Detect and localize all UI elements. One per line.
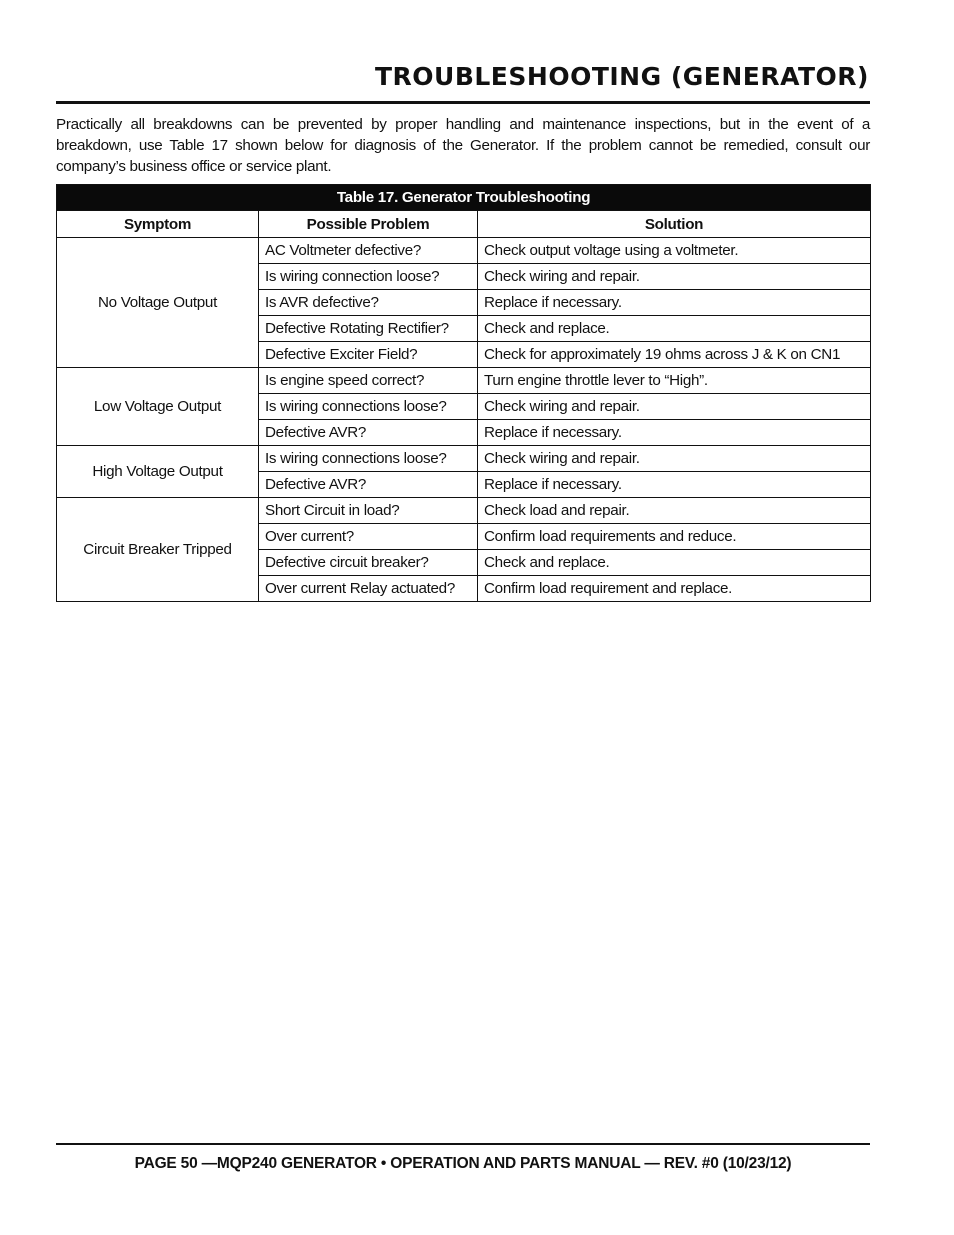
problem-cell: Defective AVR? bbox=[259, 472, 478, 498]
intro-paragraph: Practically all breakdowns can be prevented by proper handling and maintenance inspections, but in the event of a breakdown, use Table 17 shown below for diagnosis of the Generator. If the problem cannot be remedied, consult our company’s business office or service plant. bbox=[56, 116, 870, 175]
header-symptom: Symptom bbox=[57, 211, 259, 238]
solution-cell: Check for approximately 19 ohms across J & K on CN1 bbox=[478, 342, 871, 368]
solution-cell: Check wiring and repair. bbox=[478, 446, 871, 472]
solution-cell: Replace if necessary. bbox=[478, 290, 871, 316]
table-row bbox=[57, 368, 871, 394]
solution-cell: Confirm load requirements and reduce. bbox=[478, 524, 871, 550]
problem-cell: Short Circuit in load? bbox=[259, 498, 478, 524]
solution-cell: Replace if necessary. bbox=[478, 472, 871, 498]
solution-cell: Check load and repair. bbox=[478, 498, 871, 524]
problem-cell: Defective AVR? bbox=[259, 420, 478, 446]
solution-cell: Check and replace. bbox=[478, 316, 871, 342]
problem-cell: Defective Rotating Rectifier? bbox=[259, 316, 478, 342]
solution-cell: Check output voltage using a voltmeter. bbox=[478, 238, 871, 264]
table-row bbox=[57, 498, 871, 524]
page-title: TROUBLESHOOTING (GENERATOR) bbox=[374, 62, 869, 91]
problem-cell: Is AVR defective? bbox=[259, 290, 478, 316]
problem-cell: Over current Relay actuated? bbox=[259, 576, 478, 602]
problem-cell: AC Voltmeter defective? bbox=[259, 238, 478, 264]
table-row bbox=[57, 446, 871, 472]
solution-cell: Replace if necessary. bbox=[478, 420, 871, 446]
header-possible-problem: Possible Problem bbox=[259, 211, 478, 238]
table-caption: Table 17. Generator Troubleshooting bbox=[57, 185, 871, 211]
problem-cell: Defective circuit breaker? bbox=[259, 550, 478, 576]
symptom-cell: Circuit Breaker Tripped bbox=[57, 498, 259, 602]
page-footer: PAGE 50 —MQP240 GENERATOR • OPERATION AND PARTS MANUAL — REV. #0 (10/23/12) bbox=[134, 1155, 792, 1172]
symptom-cell: High Voltage Output bbox=[57, 446, 259, 498]
troubleshooting-table bbox=[56, 184, 871, 602]
solution-cell: Check wiring and repair. bbox=[478, 394, 871, 420]
problem-cell: Is wiring connections loose? bbox=[259, 446, 478, 472]
solution-cell: Check and replace. bbox=[478, 550, 871, 576]
solution-cell: Confirm load requirement and replace. bbox=[478, 576, 871, 602]
problem-cell: Defective Exciter Field? bbox=[259, 342, 478, 368]
problem-cell: Is engine speed correct? bbox=[259, 368, 478, 394]
table-header-row bbox=[57, 211, 871, 238]
symptom-cell: No Voltage Output bbox=[57, 238, 259, 368]
problem-cell: Is wiring connections loose? bbox=[259, 394, 478, 420]
problem-cell: Is wiring connection loose? bbox=[259, 264, 478, 290]
table-caption-row bbox=[57, 185, 871, 211]
solution-cell: Check wiring and repair. bbox=[478, 264, 871, 290]
symptom-cell: Low Voltage Output bbox=[57, 368, 259, 446]
solution-cell: Turn engine throttle lever to “High”. bbox=[478, 368, 871, 394]
problem-cell: Over current? bbox=[259, 524, 478, 550]
table-row bbox=[57, 238, 871, 264]
footer-divider bbox=[56, 1143, 870, 1145]
header-solution: Solution bbox=[478, 211, 871, 238]
title-divider bbox=[56, 101, 870, 104]
